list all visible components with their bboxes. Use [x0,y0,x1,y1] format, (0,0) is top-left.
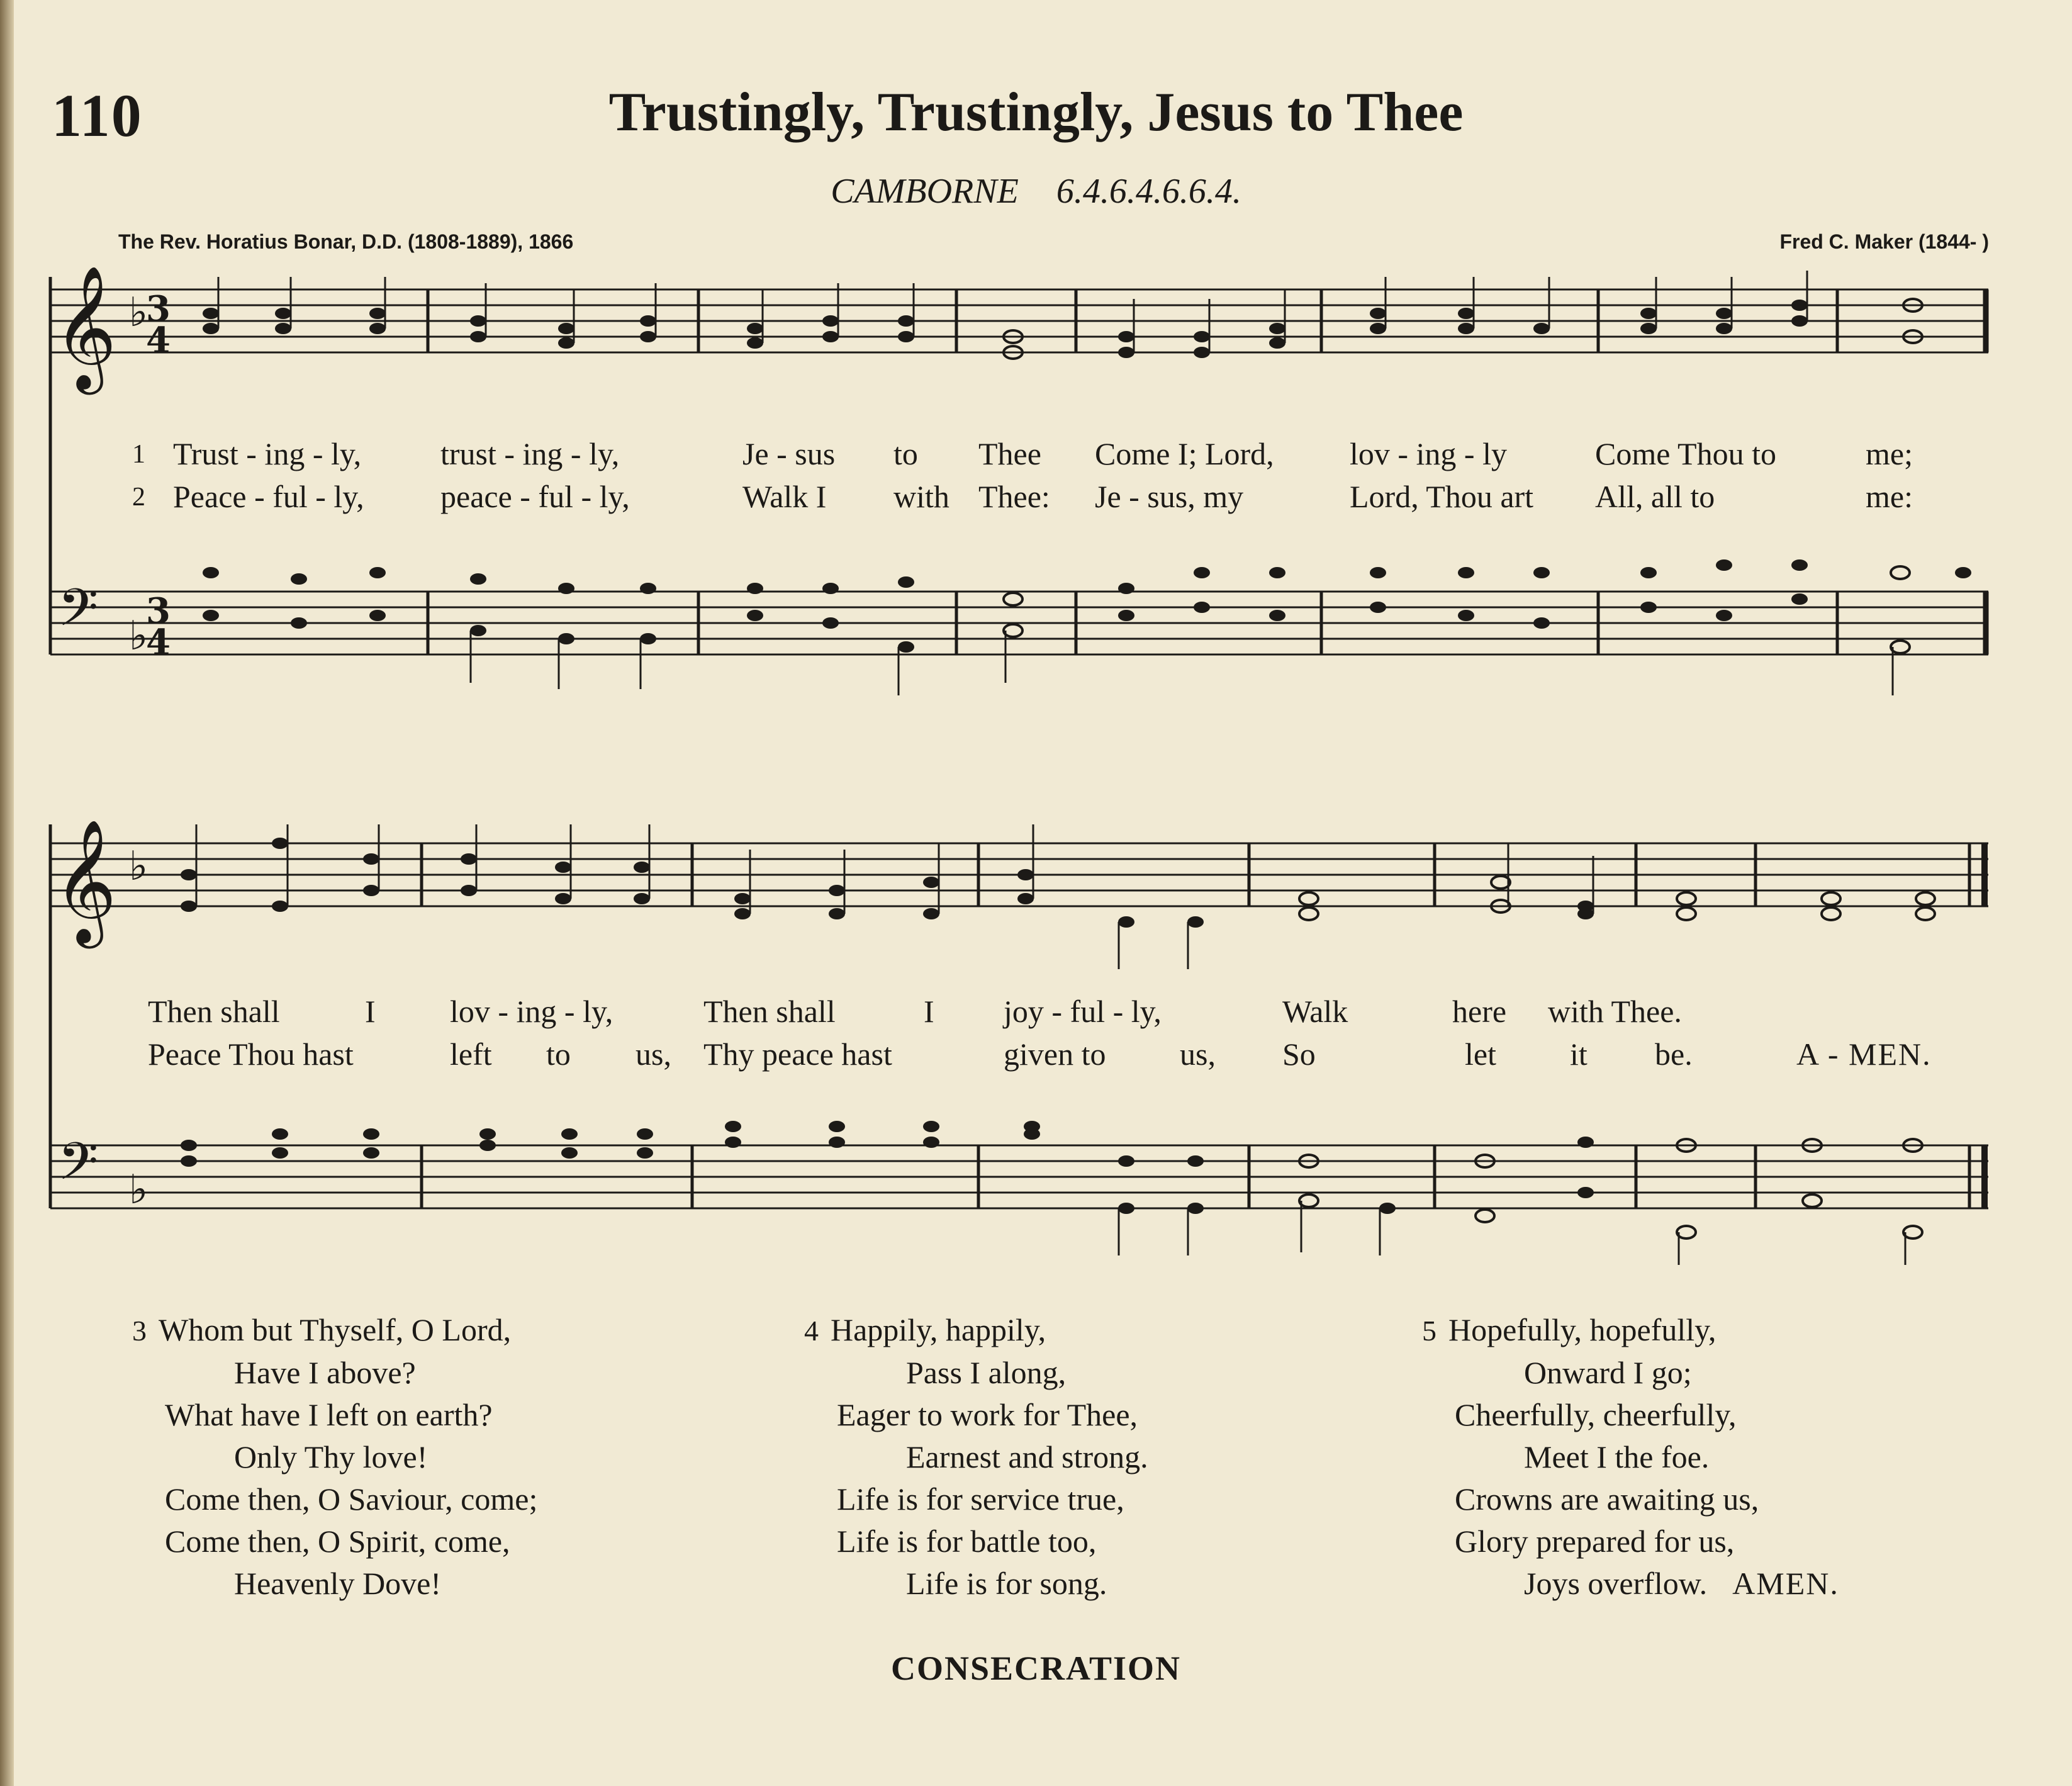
verse-line: What have I left on earth? [165,1397,493,1432]
system1-treble-notes [203,299,1922,359]
verse-line: Only Thy love! [234,1439,428,1474]
author-credit: The Rev. Horatius Bonar, D.D. (1808-1889), 1866 [118,230,574,253]
lyric-syllable: trust - ing - ly, [440,436,620,471]
tune-meter: 6.4.6.4.6.6.4. [1056,172,1241,211]
flat-icon: ♭ [129,289,148,336]
verse-4 [804,1309,1148,1605]
verse-line: Meet I the foe. [1524,1439,1710,1474]
verse-line: Glory prepared for us, [1455,1524,1735,1559]
system1-treble-staff [0,265,2072,428]
verse-line: Whom but Thyself, O Lord, [159,1312,512,1347]
lyric-syllable: us, [636,1036,671,1072]
lyric-syllable: Je - sus, my [1095,479,1244,514]
lyric-syllable: Peace - ful - ly, [173,479,364,514]
amen-syllables: A - MEN. [1796,1036,1932,1072]
lyric-syllable: let [1465,1036,1496,1072]
verse-line: Life is for song. [906,1566,1107,1601]
system2-treble-notes [181,838,1935,928]
lyric-syllable: All, all to [1595,479,1715,514]
system2-bass-staff [0,1108,2072,1271]
verse-line: Onward I go; [1524,1355,1692,1390]
treble-clef-icon: 𝄞 [53,819,117,943]
lyric-syllable: Then shall [148,994,280,1029]
lyric-syllable: me: [1866,479,1913,514]
system1-verse1-lyrics [0,435,2072,473]
bass-clef-icon: 𝄢 [58,1131,99,1205]
verse-line: Heavenly Dove! [234,1566,442,1601]
flat-icon: ♭ [129,1167,148,1213]
lyric-syllable: lov - ing - ly, [450,994,613,1029]
lyric-syllable: Thee [978,436,1041,471]
system1-verse2-lyrics [0,478,2072,516]
verse-5 [1422,1309,1839,1605]
verse-line: Happily, happily, [831,1312,1046,1347]
system2-line1-lyrics [0,993,2072,1031]
lyric-syllable: Thee: [978,479,1050,514]
lyric-syllable: peace - ful - ly, [440,479,630,514]
lyric-syllable: it [1570,1036,1588,1072]
lyric-syllable: left [450,1036,492,1072]
hymn-title: Trustingly, Trustingly, Jesus to Thee [608,82,1464,143]
amen-label: AMEN. [1732,1566,1839,1601]
verse-line: Cheerfully, cheerfully, [1455,1397,1737,1432]
system1-bass-staff [0,554,2072,705]
verse-number: 1 [132,440,145,469]
system2-line2-lyrics [0,1036,2072,1074]
verse-3 [132,1309,538,1605]
time-sig-bottom: 4 [146,622,171,663]
hymn-number: 110 [52,82,143,149]
lyric-syllable: here [1452,994,1507,1029]
verse-line: Joys overflow. [1524,1566,1708,1601]
next-section-heading: CONSECRATION [890,1649,1182,1687]
lyric-syllable: with [893,479,949,514]
time-sig-top: 3 [146,288,171,330]
system2-bass-notes [181,1121,1922,1238]
lyric-syllable: lov - ing - ly [1350,436,1507,471]
lyric-syllable: I [365,994,376,1029]
lyric-syllable: Trust - ing - ly, [173,436,362,471]
lyric-syllable: to [893,436,918,471]
verse-line: Hopefully, hopefully, [1448,1312,1716,1347]
lyric-syllable: So [1282,1036,1316,1072]
lyric-syllable: with Thee. [1548,994,1682,1029]
tune-line [0,171,2072,211]
treble-clef-icon: 𝄞 [53,265,117,390]
lyric-syllable: me; [1866,436,1913,471]
lyric-syllable: Come I; Lord, [1095,436,1274,471]
verse-line: Life is for battle too, [837,1524,1097,1559]
lyric-syllable: to [546,1036,571,1072]
lyric-syllable: Come Thou to [1595,436,1776,471]
verse-line: Eager to work for Thee, [837,1397,1138,1432]
time-sig-bottom: 4 [146,320,171,361]
verse-line: Pass I along, [906,1355,1067,1390]
tune-name: CAMBORNE [831,172,1019,211]
lyric-syllable: be. [1655,1036,1693,1072]
verse-line: Have I above? [234,1355,416,1390]
verse-number: 5 [1422,1315,1436,1347]
lyric-syllable: Walk [1282,994,1348,1029]
lyric-syllable: Peace Thou hast [148,1036,354,1072]
verse-line: Earnest and strong. [906,1439,1148,1474]
lyric-syllable: I [924,994,934,1029]
lyric-syllable: Then shall [703,994,836,1029]
flat-icon: ♭ [129,613,148,660]
verse-line: Crowns are awaiting us, [1455,1481,1759,1517]
verse-line: Come then, O Spirit, come, [165,1524,510,1559]
lyric-syllable: Thy peace hast [703,1036,892,1072]
flat-icon: ♭ [129,843,148,890]
lyric-syllable: Walk I [742,479,827,514]
verse-line: Come then, O Saviour, come; [165,1481,538,1517]
composer-credit: Fred C. Maker (1844- ) [1779,230,1989,253]
verse-line: Life is for service true, [837,1481,1124,1517]
bass-clef-icon: 𝄢 [58,577,99,651]
lyric-syllable: Lord, Thou art [1350,479,1534,514]
system2-treble-staff [0,819,2072,982]
lyric-syllable: joy - ful - ly, [1004,994,1162,1029]
lyric-syllable: given to [1004,1036,1106,1072]
verse-number: 3 [132,1315,147,1347]
verse-number: 4 [804,1315,819,1347]
lyric-syllable: Je - sus [742,436,836,471]
time-sig-top: 3 [146,590,171,632]
verse-number: 2 [132,483,145,512]
lyric-syllable: us, [1180,1036,1216,1072]
